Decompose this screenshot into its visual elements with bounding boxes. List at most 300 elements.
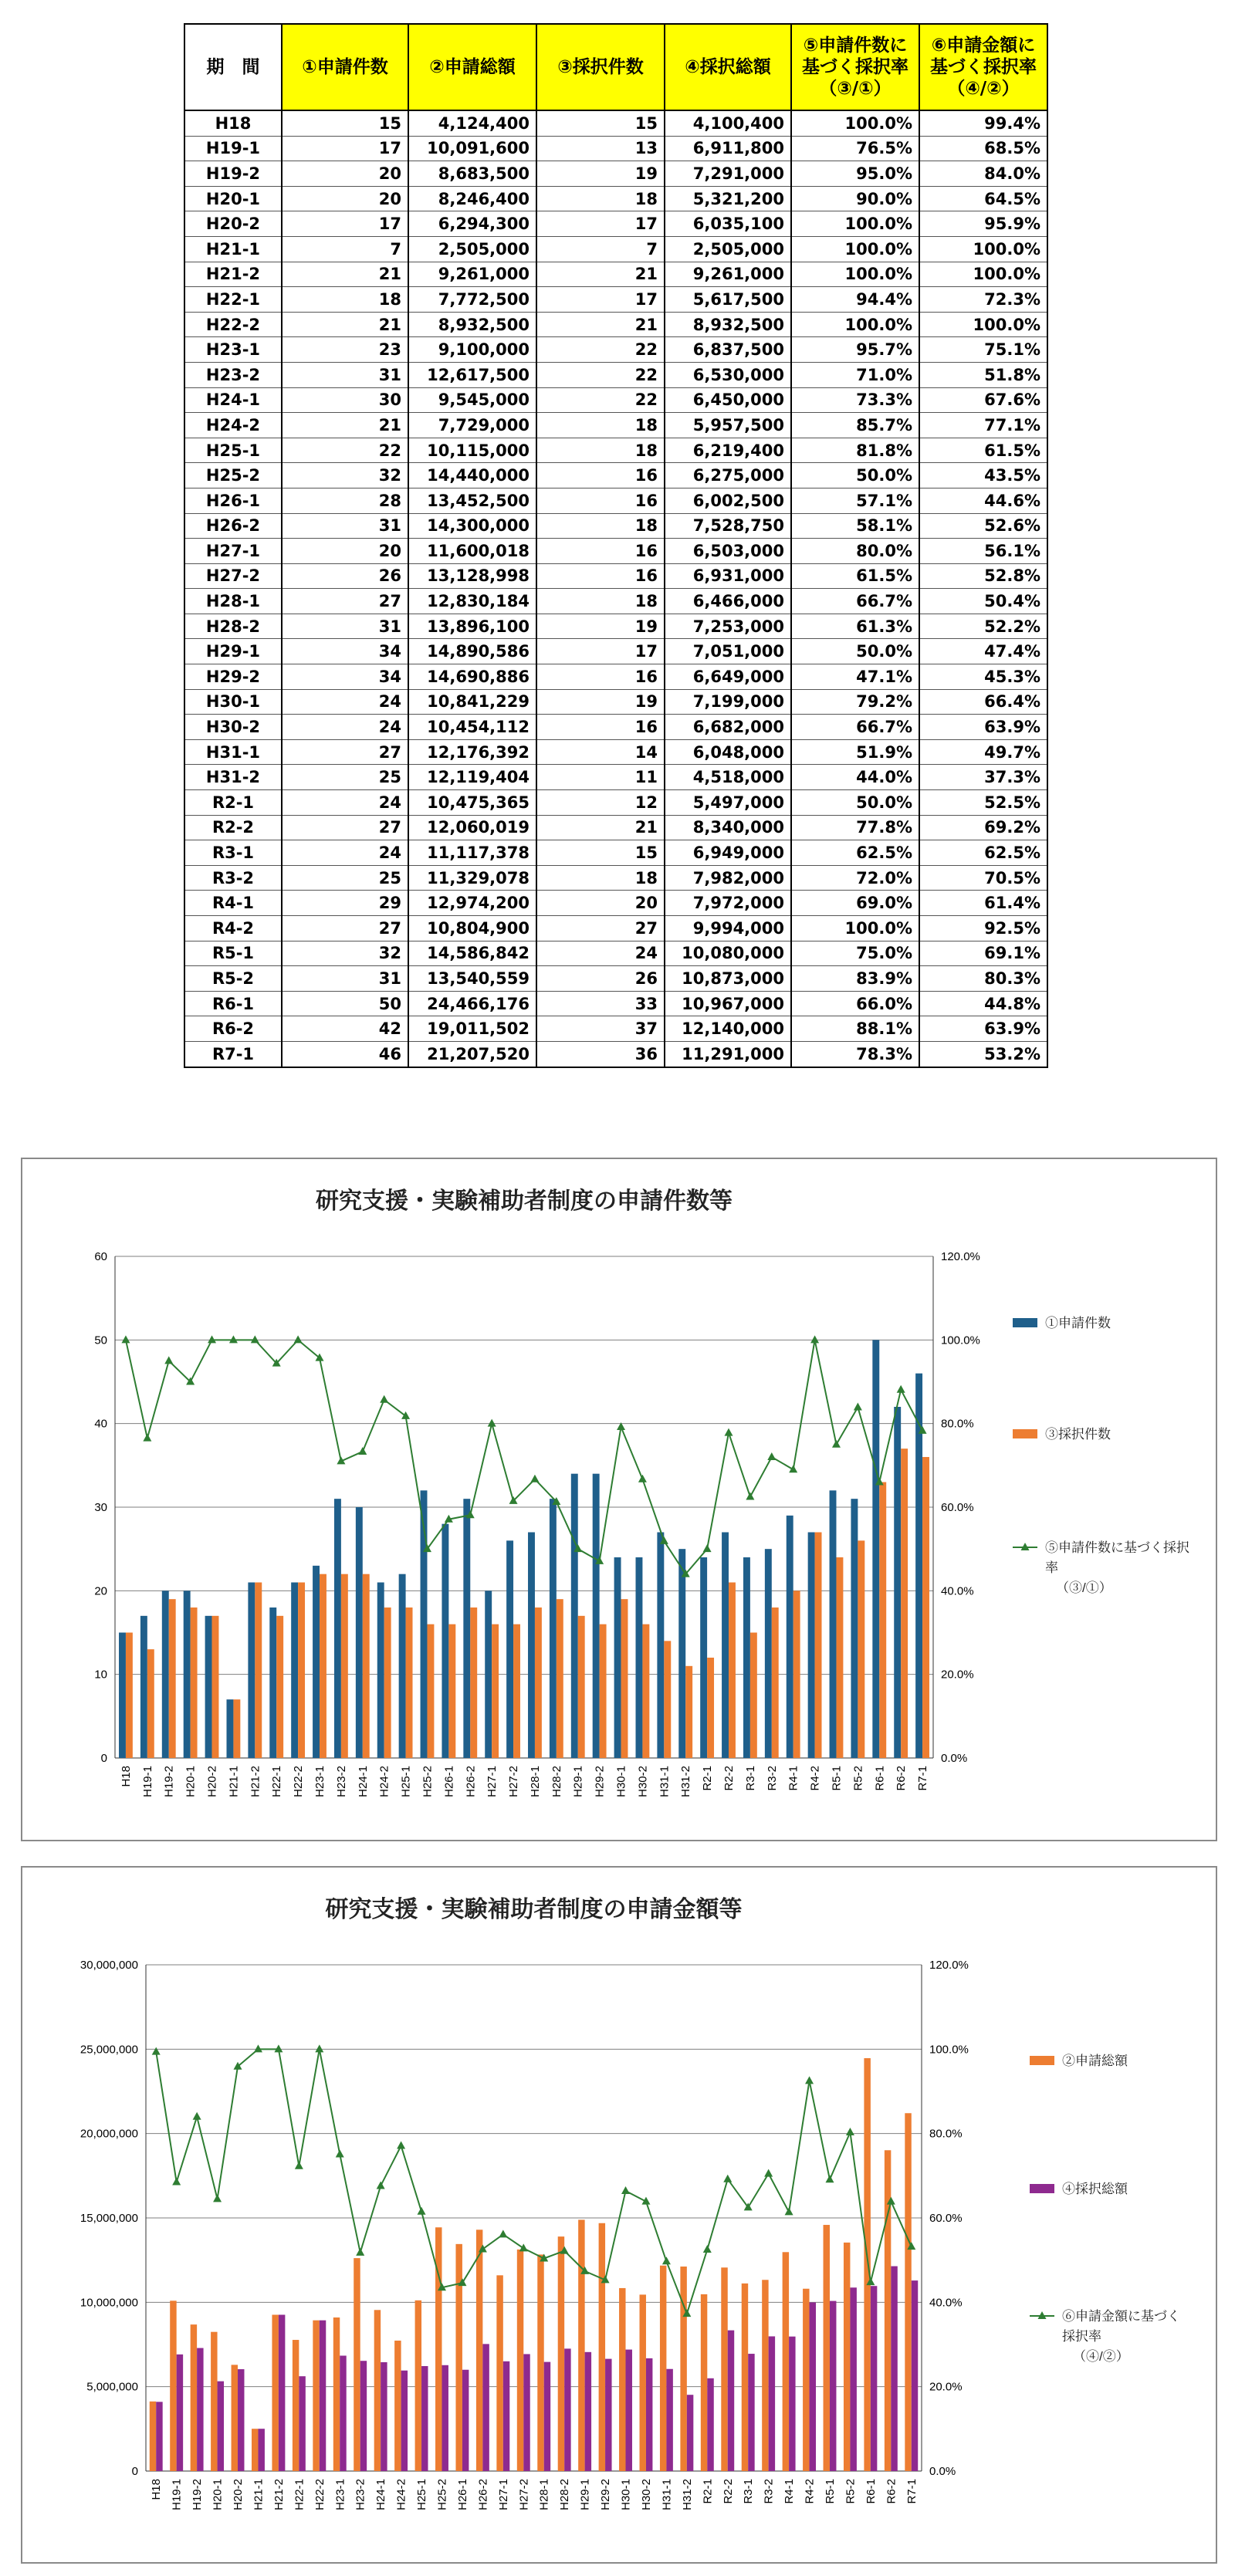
- x-tick-label: H20-1: [184, 1766, 198, 1797]
- table-cell: 85.7%: [791, 413, 919, 438]
- table-cell: 30: [282, 387, 408, 413]
- x-tick-label: H19-1: [170, 2479, 184, 2510]
- table-cell: 10,115,000: [408, 438, 536, 463]
- table-cell: 64.5%: [919, 186, 1047, 211]
- rate-point: [193, 2112, 201, 2120]
- x-tick-label: R3-2: [765, 1766, 779, 1791]
- bar: [701, 2294, 707, 2471]
- bar: [482, 2344, 489, 2471]
- table-cell: 71.0%: [791, 362, 919, 387]
- bar: [252, 2429, 258, 2471]
- table-cell: 92.5%: [919, 916, 1047, 941]
- table-cell: H25-1: [184, 438, 282, 463]
- table-cell: H21-2: [184, 262, 282, 287]
- table-cell: 12,830,184: [408, 589, 536, 614]
- bar: [503, 2361, 509, 2471]
- y-tick-label: 60: [94, 1250, 107, 1263]
- table-row: [184, 387, 1047, 413]
- bar: [666, 2369, 672, 2471]
- table-cell: 14,440,000: [408, 463, 536, 488]
- table-cell: 27: [282, 589, 408, 614]
- table-cell: 63.9%: [919, 1016, 1047, 1042]
- x-tick-label: H27-1: [496, 2479, 510, 2510]
- bar: [333, 2317, 340, 2471]
- bar: [748, 2354, 754, 2471]
- table-cell: 77.1%: [919, 413, 1047, 438]
- table-cell: 90.0%: [791, 186, 919, 211]
- bar: [427, 1624, 434, 1758]
- table-cell: 50: [282, 991, 408, 1016]
- x-tick-label: H25-1: [399, 1766, 413, 1797]
- bar: [363, 1574, 370, 1758]
- x-tick-label: H20-1: [211, 2479, 225, 2510]
- table-cell: 7,253,000: [665, 614, 791, 639]
- table-row: [184, 991, 1047, 1016]
- table-row: [184, 639, 1047, 664]
- table-cell: H22-2: [184, 312, 282, 337]
- table-cell: 6,219,400: [665, 438, 791, 463]
- bar: [298, 1583, 305, 1759]
- table-cell: 6,466,000: [665, 589, 791, 614]
- table-cell: 83.9%: [791, 966, 919, 992]
- x-tick-label: H24-1: [374, 2479, 388, 2510]
- table-cell: 9,261,000: [408, 262, 536, 287]
- table-cell: 22: [536, 387, 665, 413]
- y2-tick-label: 100.0%: [929, 2043, 969, 2057]
- x-tick-label: R6-1: [864, 2479, 878, 2504]
- table-cell: 7,528,750: [665, 513, 791, 539]
- table-cell: 8,683,500: [408, 161, 536, 187]
- table-cell: 7,972,000: [665, 891, 791, 916]
- table-cell: 8,932,500: [665, 312, 791, 337]
- bar: [864, 2058, 870, 2471]
- bar: [808, 1533, 815, 1759]
- table-cell: 2,505,000: [665, 236, 791, 262]
- legend-label-3: 採択率: [1062, 2329, 1101, 2344]
- table-cell: 70.5%: [919, 865, 1047, 891]
- table-cell: H29-2: [184, 664, 282, 690]
- x-tick-label: H23-2: [354, 2479, 367, 2510]
- table-cell: 18: [536, 438, 665, 463]
- bar: [340, 2355, 346, 2471]
- bar: [772, 1607, 779, 1758]
- table-cell: H28-1: [184, 589, 282, 614]
- bar: [728, 2331, 734, 2471]
- table-cell: H21-1: [184, 236, 282, 262]
- rate-point: [638, 1475, 647, 1482]
- legend-label-2: ⑤申請件数に基づく採択: [1045, 1540, 1189, 1555]
- table-cell: 10,841,229: [408, 689, 536, 715]
- legend-swatch-0: [1013, 1318, 1037, 1327]
- y-tick-label: 30: [94, 1501, 107, 1514]
- bar: [476, 2229, 482, 2471]
- table-cell: 7,772,500: [408, 287, 536, 313]
- bar: [578, 2219, 584, 2471]
- x-tick-label: H29-2: [599, 2479, 613, 2510]
- table-cell: 27: [282, 916, 408, 941]
- table-cell: 52.8%: [919, 563, 1047, 589]
- x-tick-label: R4-1: [787, 1766, 800, 1791]
- table-cell: 100.0%: [791, 312, 919, 337]
- y2-tick-label: 0.0%: [929, 2465, 956, 2478]
- bar: [269, 1607, 276, 1758]
- x-tick-label: R5-2: [844, 2479, 858, 2504]
- rate-point: [380, 1395, 388, 1403]
- bar: [374, 2310, 381, 2471]
- table-cell: H23-2: [184, 362, 282, 387]
- bar: [320, 1574, 327, 1758]
- table-cell: 6,530,000: [665, 362, 791, 387]
- bar: [232, 2365, 238, 2471]
- table-header-3: ③採択件数: [536, 24, 665, 110]
- table-cell: 12,176,392: [408, 739, 536, 765]
- bar: [605, 2359, 611, 2471]
- table-cell: 43.5%: [919, 463, 1047, 488]
- table-cell: 11: [536, 765, 665, 790]
- bar: [789, 2337, 795, 2471]
- bar: [169, 1599, 176, 1758]
- table-cell: 20: [282, 186, 408, 211]
- table-cell: 5,497,000: [665, 790, 791, 816]
- bar: [678, 1549, 685, 1758]
- bar: [272, 2314, 278, 2471]
- table-cell: 27: [282, 815, 408, 840]
- table-cell: 11,329,078: [408, 865, 536, 891]
- bar: [119, 1633, 126, 1759]
- bar: [248, 1583, 255, 1759]
- rate-point: [725, 1428, 733, 1436]
- table-cell: 16: [536, 488, 665, 513]
- table-cell: 67.6%: [919, 387, 1047, 413]
- x-tick-label: H30-2: [639, 2479, 653, 2510]
- bar: [513, 1624, 520, 1758]
- table-cell: 19: [536, 161, 665, 187]
- x-tick-label: H20-2: [205, 1766, 219, 1797]
- table-header-6: ⑥申請金額に 基づく採択率 （④/②）: [919, 24, 1047, 110]
- legend-label-0: ②申請総額: [1062, 2054, 1128, 2068]
- x-tick-label: R3-1: [743, 1766, 757, 1791]
- table-cell: H23-1: [184, 337, 282, 363]
- bar: [642, 1624, 649, 1758]
- table-cell: 52.6%: [919, 513, 1047, 539]
- table-row: [184, 840, 1047, 866]
- bar: [621, 1599, 628, 1758]
- table-cell: 10,091,600: [408, 136, 536, 161]
- bar: [564, 2348, 570, 2471]
- x-tick-label: H22-2: [313, 2479, 327, 2510]
- bar: [858, 1540, 864, 1758]
- table-cell: 7,291,000: [665, 161, 791, 187]
- amount-chart-panel: [21, 1866, 1217, 2564]
- table-cell: 4,518,000: [665, 765, 791, 790]
- x-tick-label: R6-2: [895, 1766, 908, 1791]
- bar: [872, 1340, 879, 1758]
- bar: [191, 2324, 197, 2471]
- table-cell: 10,475,365: [408, 790, 536, 816]
- rate-point: [767, 1452, 776, 1460]
- x-tick-label: H31-1: [658, 1766, 672, 1797]
- table-cell: 99.4%: [919, 110, 1047, 136]
- bar: [707, 1658, 714, 1758]
- table-header-4: ④採択総額: [665, 24, 791, 110]
- bar: [599, 2223, 605, 2471]
- table-cell: 46: [282, 1041, 408, 1067]
- table-cell: 17: [282, 136, 408, 161]
- table-cell: 13,452,500: [408, 488, 536, 513]
- table-cell: 44.6%: [919, 488, 1047, 513]
- rate-point: [703, 1544, 712, 1552]
- table-row: [184, 337, 1047, 363]
- x-tick-label: R7-1: [916, 1766, 930, 1791]
- table-cell: R3-2: [184, 865, 282, 891]
- table-row: [184, 413, 1047, 438]
- table-cell: 13,896,100: [408, 614, 536, 639]
- table-row: [184, 312, 1047, 337]
- table-cell: R4-2: [184, 916, 282, 941]
- table-cell: 5,957,500: [665, 413, 791, 438]
- y2-tick-label: 80.0%: [929, 2127, 963, 2141]
- x-tick-label: H31-1: [660, 2479, 674, 2510]
- table-cell: 63.9%: [919, 715, 1047, 740]
- table-row: [184, 136, 1047, 161]
- table-cell: 66.0%: [791, 991, 919, 1016]
- bar: [793, 1591, 800, 1758]
- x-tick-label: H31-2: [680, 2479, 694, 2510]
- bar: [212, 1616, 219, 1758]
- bar: [685, 1666, 692, 1758]
- table-cell: 12,060,019: [408, 815, 536, 840]
- x-tick-label: R4-2: [803, 2479, 817, 2504]
- table-cell: 24: [536, 941, 665, 966]
- table-cell: 8,932,500: [408, 312, 536, 337]
- rate-point: [274, 2044, 283, 2052]
- bar: [783, 2252, 789, 2471]
- table-cell: 4,124,400: [408, 110, 536, 136]
- table-cell: 12,140,000: [665, 1016, 791, 1042]
- bar: [912, 2280, 918, 2471]
- rate-point: [488, 1419, 496, 1427]
- table-row: [184, 161, 1047, 187]
- x-tick-label: H24-2: [377, 1766, 391, 1797]
- table-cell: 9,994,000: [665, 916, 791, 941]
- bar: [742, 2284, 748, 2471]
- table-cell: 6,649,000: [665, 664, 791, 690]
- table-cell: 68.5%: [919, 136, 1047, 161]
- rate-point: [401, 1411, 410, 1419]
- table-cell: 15: [536, 110, 665, 136]
- bar: [626, 2350, 632, 2471]
- table-cell: 100.0%: [791, 262, 919, 287]
- table-header-1: ①申請件数: [282, 24, 408, 110]
- table-cell: H27-2: [184, 563, 282, 589]
- table-cell: 28: [282, 488, 408, 513]
- table-cell: 11,117,378: [408, 840, 536, 866]
- legend-label-4: （④/②）: [1073, 2349, 1129, 2364]
- y2-tick-label: 20.0%: [929, 2380, 963, 2394]
- table-cell: 17: [282, 211, 408, 237]
- table-cell: 25: [282, 865, 408, 891]
- table-cell: R2-2: [184, 815, 282, 840]
- table-cell: 53.2%: [919, 1041, 1047, 1067]
- table-cell: H28-2: [184, 614, 282, 639]
- x-tick-label: R6-2: [885, 2479, 898, 2504]
- table-cell: 7: [536, 236, 665, 262]
- table-cell: 49.7%: [919, 739, 1047, 765]
- table-cell: 14,890,586: [408, 639, 536, 664]
- bar: [313, 2321, 319, 2471]
- legend-swatch-1: [1030, 2184, 1054, 2193]
- table-cell: H18: [184, 110, 282, 136]
- table-cell: 42: [282, 1016, 408, 1042]
- table-cell: 61.5%: [919, 438, 1047, 463]
- table-row: [184, 916, 1047, 941]
- x-tick-label: H28-2: [550, 1766, 563, 1797]
- table-cell: 10,967,000: [665, 991, 791, 1016]
- y2-tick-label: 100.0%: [941, 1334, 980, 1347]
- rate-point: [336, 2149, 344, 2157]
- bar: [442, 2365, 448, 2471]
- table-cell: 21: [282, 262, 408, 287]
- bar: [851, 1499, 858, 1758]
- bar: [492, 1624, 499, 1758]
- x-tick-label: H22-2: [292, 1766, 306, 1797]
- table-cell: 24: [282, 840, 408, 866]
- table-cell: 84.0%: [919, 161, 1047, 187]
- table-cell: 69.1%: [919, 941, 1047, 966]
- table-cell: 58.1%: [791, 513, 919, 539]
- table-cell: 24: [282, 790, 408, 816]
- table-cell: H24-2: [184, 413, 282, 438]
- y2-tick-label: 20.0%: [941, 1668, 974, 1682]
- bar: [523, 2354, 530, 2471]
- table-cell: 51.9%: [791, 739, 919, 765]
- table-cell: 69.0%: [791, 891, 919, 916]
- bar: [276, 1616, 283, 1758]
- rate-point: [315, 2044, 323, 2052]
- bar: [462, 2370, 469, 2471]
- bar: [537, 2254, 543, 2471]
- table-cell: 9,100,000: [408, 337, 536, 363]
- rate-point: [662, 2257, 671, 2264]
- table-cell: 6,275,000: [665, 463, 791, 488]
- x-tick-label: H23-1: [333, 2479, 347, 2510]
- rate-point: [397, 2142, 405, 2149]
- table-cell: 24: [282, 689, 408, 715]
- bar: [680, 2267, 686, 2471]
- table-cell: H27-1: [184, 539, 282, 564]
- rate-point: [121, 1335, 130, 1343]
- bar: [550, 1499, 557, 1758]
- table-cell: 66.7%: [791, 589, 919, 614]
- bar: [394, 2341, 401, 2471]
- bar: [639, 2294, 645, 2471]
- table-body: [184, 110, 1047, 1067]
- rate-point: [143, 1434, 151, 1442]
- legend-swatch-0: [1030, 2056, 1054, 2065]
- bar: [836, 1557, 843, 1758]
- table-cell: 7,982,000: [665, 865, 791, 891]
- table-cell: 11,600,018: [408, 539, 536, 564]
- table-header-2: ②申請総額: [408, 24, 536, 110]
- table-cell: 76.5%: [791, 136, 919, 161]
- bar: [448, 1624, 455, 1758]
- table-cell: 17: [536, 639, 665, 664]
- table-row: [184, 739, 1047, 765]
- y2-tick-label: 0.0%: [941, 1752, 968, 1765]
- table-cell: 10,804,900: [408, 916, 536, 941]
- table-cell: H26-1: [184, 488, 282, 513]
- x-tick-label: R4-2: [808, 1766, 822, 1791]
- table-cell: 31: [282, 614, 408, 639]
- bar: [177, 2355, 183, 2471]
- table-cell: 6,002,500: [665, 488, 791, 513]
- table-cell: 22: [536, 337, 665, 363]
- y2-tick-label: 60.0%: [929, 2212, 963, 2225]
- table-cell: 73.3%: [791, 387, 919, 413]
- rate-point: [519, 2243, 528, 2251]
- bar: [571, 1474, 578, 1758]
- rate-point: [358, 1447, 367, 1455]
- table-row: [184, 110, 1047, 136]
- x-tick-label: H26-1: [455, 2479, 469, 2510]
- y2-tick-label: 120.0%: [941, 1250, 980, 1263]
- table-cell: 72.3%: [919, 287, 1047, 313]
- table-cell: 94.4%: [791, 287, 919, 313]
- bar: [885, 2150, 891, 2471]
- table-cell: 81.8%: [791, 438, 919, 463]
- table-row: [184, 488, 1047, 513]
- table-cell: 21: [282, 413, 408, 438]
- table-cell: 13,540,559: [408, 966, 536, 992]
- table-cell: 34: [282, 664, 408, 690]
- legend-swatch-1: [1013, 1429, 1037, 1438]
- y-tick-label: 30,000,000: [80, 1959, 138, 1972]
- bar: [614, 1557, 621, 1758]
- chart-title: 研究支援・実験補助者制度の申請金額等: [325, 1897, 743, 1922]
- bar: [191, 1607, 198, 1758]
- table-cell: H26-2: [184, 513, 282, 539]
- table-cell: 66.4%: [919, 689, 1047, 715]
- table-cell: 22: [282, 438, 408, 463]
- x-tick-label: H28-1: [528, 1766, 542, 1797]
- y-tick-label: 0: [131, 2465, 138, 2478]
- bar: [721, 2267, 727, 2471]
- table-cell: R6-2: [184, 1016, 282, 1042]
- x-tick-label: H23-2: [334, 1766, 348, 1797]
- bar: [850, 2287, 856, 2471]
- table-cell: H20-2: [184, 211, 282, 237]
- rate-point: [377, 2181, 385, 2189]
- bar: [485, 1591, 492, 1758]
- table-cell: 24: [282, 715, 408, 740]
- table-cell: 50.0%: [791, 639, 919, 664]
- bar: [830, 2301, 836, 2471]
- table-cell: 50.0%: [791, 790, 919, 816]
- table-cell: 31: [282, 362, 408, 387]
- table-cell: 9,261,000: [665, 262, 791, 287]
- table-cell: 80.3%: [919, 966, 1047, 992]
- bar: [399, 1574, 406, 1758]
- bar: [421, 2366, 428, 2471]
- table-cell: 61.3%: [791, 614, 919, 639]
- table-cell: R3-1: [184, 840, 282, 866]
- table-row: [184, 563, 1047, 589]
- table-cell: 19: [536, 689, 665, 715]
- bar: [657, 1533, 664, 1759]
- x-tick-label: H29-2: [593, 1766, 607, 1797]
- table-cell: 29: [282, 891, 408, 916]
- x-tick-label: H25-2: [435, 2479, 449, 2510]
